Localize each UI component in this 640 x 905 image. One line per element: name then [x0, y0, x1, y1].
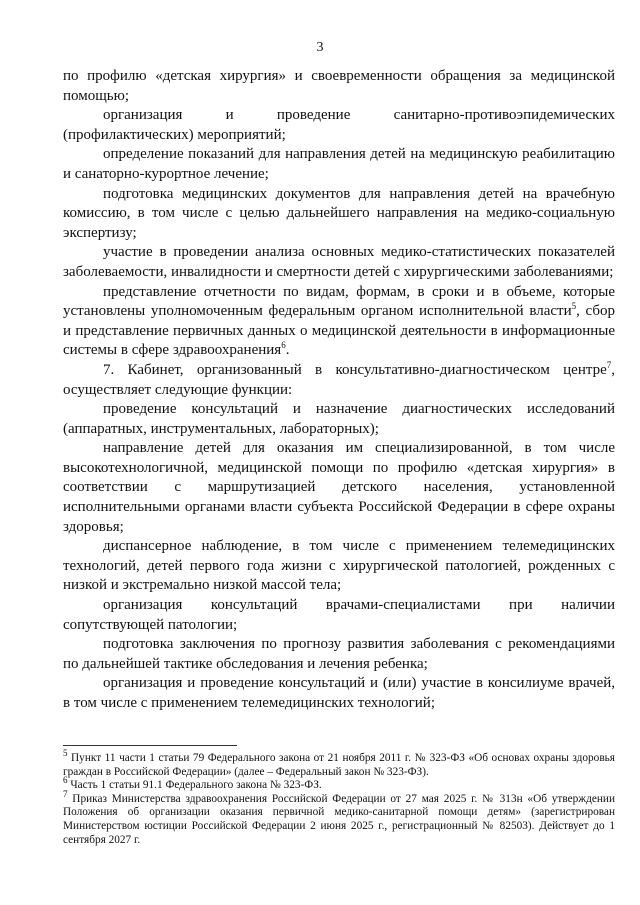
footnote-divider	[63, 745, 237, 746]
footnote-text: Приказ Министерства здравоохранения Российской Федерации от 27 мая 2025 г. № 313н «Об утверждении Положения об организации оказания первичной медико-санитарной помощи детям» (зарегистрирован Министерством юстиции Российской Федерации 2 июня 2025 г., регистрационный № 82503). Действует до 1 сентября 2027 г.	[63, 792, 615, 846]
footnote-ref[interactable]: 7	[606, 359, 612, 370]
footnote	[63, 748, 615, 779]
footnote-mark: 7	[63, 789, 68, 800]
footnote-text: Пункт 11 части 1 статьи 79 Федерального закона от 21 ноября 2011 г. № 323-ФЗ «Об основах охраны здоровья граждан в Российской Федерации» (далее – Федеральный закон № 323-ФЗ).	[63, 752, 615, 778]
paragraph	[63, 361, 615, 400]
footnote-text: Часть 1 статьи 91.1 Федерального закона № 323-ФЗ.	[67, 779, 322, 792]
paragraph-text: .	[285, 342, 290, 359]
footnote-mark: 6	[63, 775, 68, 786]
footnote	[63, 789, 615, 847]
paragraph-text: , сбор и представление первичных данных о медицинской деятельности в информационные системы в сфере здравоохранения	[63, 303, 615, 359]
footnote	[63, 775, 615, 793]
paragraph: направление детей для оказания им специализированной, в том числе высокотехнологичной, медицинской помощи по профилю «детская хирургия» в соответствии с маршрутизацией детского населения, установленной исполнительными органами власти субъекта Российской Федерации в сфере охраны здоровья;	[63, 440, 615, 535]
footnote-mark: 5	[63, 748, 68, 759]
footnote-ref[interactable]: 5	[571, 301, 577, 312]
paragraph: организация и проведение консультаций и (или) участие в консилиуме врачей, в том числе с применением телемедицинских технологий;	[63, 675, 615, 711]
paragraph-text: представление отчетности по видам, формам, в сроки и в объеме, которые установлены уполномоченным федеральным органом исполнительной власти	[63, 283, 615, 320]
paragraph: диспансерное наблюдение, в том числе с применением телемедицинских технологий, детей первого года жизни с хирургической патологией, рожденных с низкой и экстремально низкой массой тела;	[63, 538, 615, 594]
paragraph: проведение консультаций и назначение диагностических исследований (аппаратных, инструментальных, лабораторных);	[63, 401, 615, 437]
footnotes	[63, 745, 615, 847]
paragraph: определение показаний для направления детей на медицинскую реабилитацию и санаторно-курортное лечение;	[63, 146, 615, 182]
paragraph: по профилю «детская хирургия» и своевременности обращения за медицинской помощью;	[63, 68, 615, 104]
paragraph: подготовка заключения по прогнозу развития заболевания с рекомендациями по дальнейшей тактике обследования и лечения ребенка;	[63, 636, 615, 672]
page-number: 3	[316, 40, 324, 55]
paragraph: организация консультаций врачами-специалистами при наличии сопутствующей патологии;	[63, 597, 615, 633]
paragraph-text: , осуществляет следующие функции:	[63, 361, 615, 398]
footnote-ref[interactable]: 6	[281, 340, 286, 351]
paragraph	[63, 283, 615, 361]
paragraph: подготовка медицинских документов для направления детей на врачебную комиссию, в том числе с целью дальнейшего направления на медико-социальную экспертизу;	[63, 185, 615, 241]
paragraph-text: 7. Кабинет, организованный в консультативно-диагностическом центре	[103, 361, 607, 378]
paragraph: организация и проведение санитарно-противоэпидемических (профилактических) мероприятий;	[63, 107, 615, 143]
paragraph: участие в проведении анализа основных медико-статистических показателей заболеваемости, инвалидности и смертности детей с хирургическими заболеваниями;	[63, 244, 615, 280]
document-body	[63, 67, 615, 714]
